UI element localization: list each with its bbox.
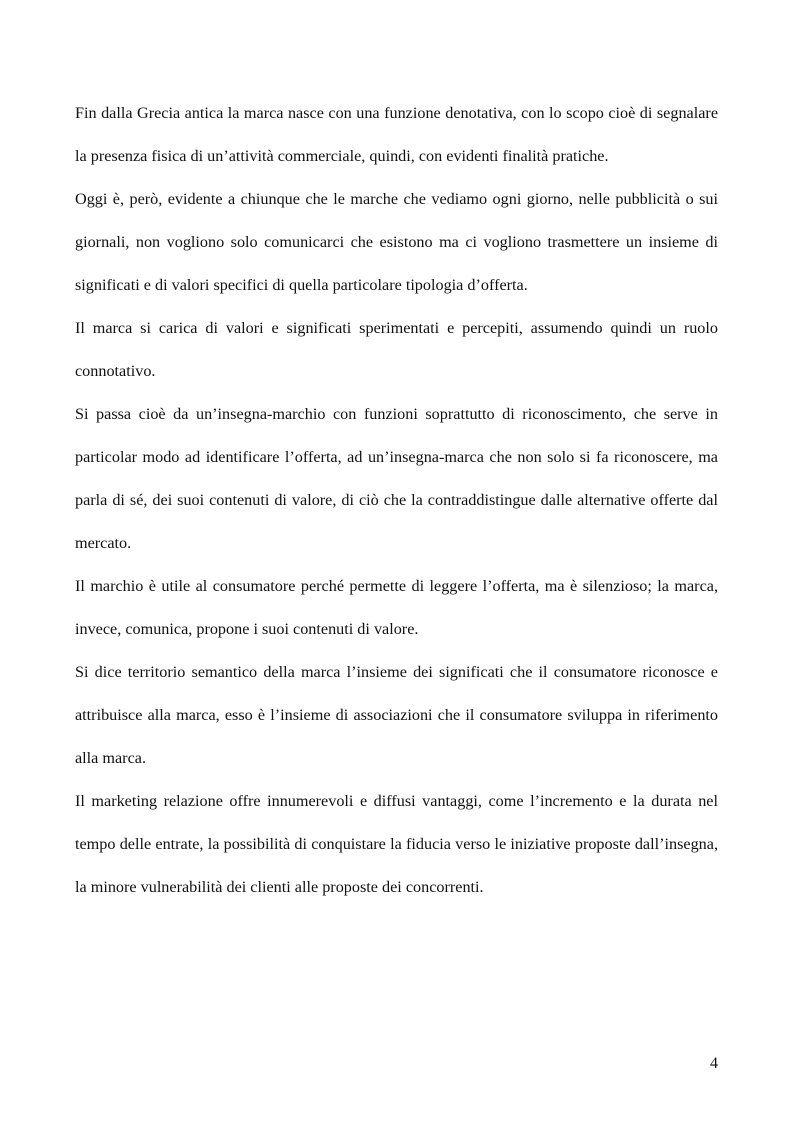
- paragraph: Si passa cioè da un’insegna-marchio con funzioni soprattutto di riconoscimento, che serve in particolar modo ad identificare l’offerta, ad un’insegna-marca che non solo si fa riconoscere, ma parla di sé, dei suoi contenuti di valore, di ciò che la contraddistingue dalle alternative offerte dal mercato.: [75, 405, 718, 552]
- document-body: [75, 92, 718, 909]
- paragraph: Oggi è, però, evidente a chiunque che le marche che vediamo ogni giorno, nelle pubblicità o sui giornali, non vogliono solo comunicarci che esistono ma ci vogliono trasmettere un insieme di significati e di valori specifici di quella particolare tipologia d’offerta.: [75, 190, 718, 294]
- paragraph: Il marchio è utile al consumatore perché permette di leggere l’offerta, ma è silenzioso; la marca, invece, comunica, propone i suoi contenuti di valore.: [75, 577, 718, 638]
- paragraph: Fin dalla Grecia antica la marca nasce con una funzione denotativa, con lo scopo cioè di segnalare la presenza fisica di un’attività commerciale, quindi, con evidenti finalità pratiche.: [75, 104, 718, 165]
- paragraph: Il marketing relazione offre innumerevoli e diffusi vantaggi, come l’incremento e la durata nel tempo delle entrate, la possibilità di conquistare la fiducia verso le iniziative proposte dall’insegna, la minore vulnerabilità dei clienti alle proposte dei concorrenti.: [75, 792, 718, 896]
- paragraph: Il marca si carica di valori e significati sperimentati e percepiti, assumendo quindi un ruolo connotativo.: [75, 319, 718, 380]
- paragraph: Si dice territorio semantico della marca l’insieme dei significati che il consumatore riconosce e attribuisce alla marca, esso è l’insieme di associazioni che il consumatore sviluppa in riferimento alla marca.: [75, 663, 718, 767]
- page-number: 4: [710, 1055, 718, 1072]
